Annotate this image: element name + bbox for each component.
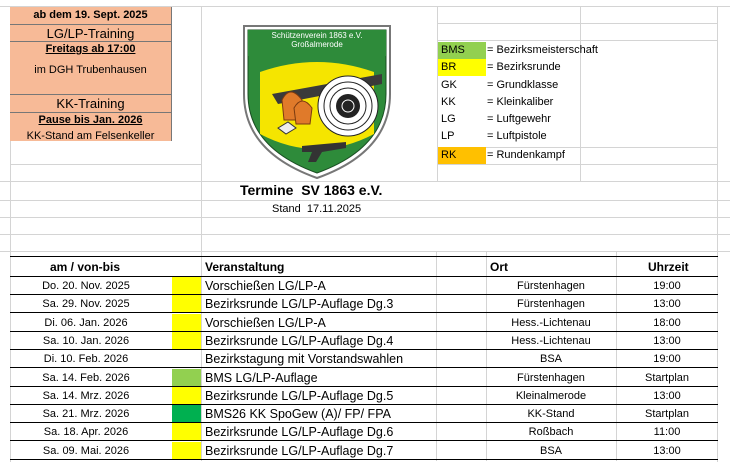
stand-date: Stand 17.11.2025 [272, 203, 362, 215]
legend-code-lp: LP [441, 130, 455, 142]
logo-line2: Großalmerode [291, 40, 343, 49]
legend-desc-gk: = Grundklasse [487, 79, 559, 91]
event-date: Sa. 21. Mrz. 2026 [42, 408, 130, 420]
event-name: Vorschießen LG/LP-A [205, 316, 326, 330]
club-logo [242, 24, 392, 180]
table-row [10, 442, 718, 460]
legend-code-rk: RK [438, 147, 486, 164]
legend-code-lg: LG [441, 113, 456, 125]
event-name: Bezirksrunde LG/LP-Auflage Dg.7 [205, 444, 394, 458]
event-place: Fürstenhagen [517, 298, 585, 310]
event-date: Do. 20. Nov. 2025 [42, 280, 130, 292]
legend-desc-bms: = Bezirksmeisterschaft [487, 44, 598, 56]
event-name: BMS26 KK SpoGew (A)/ FP/ FPA [205, 407, 391, 421]
event-name: Bezirksrunde LG/LP-Auflage Dg.3 [205, 297, 394, 311]
event-place: Hess.-Lichtenau [511, 317, 591, 329]
event-time: 13:00 [653, 298, 681, 310]
event-place: BSA [539, 445, 562, 457]
legend-desc-rk: = Rundenkampf [487, 149, 565, 161]
table-row [10, 314, 718, 332]
lglp-training-title: LG/LP-Training [46, 26, 135, 41]
event-time: 11:00 [653, 426, 681, 438]
category-color-cell [172, 423, 201, 440]
header-date: am / von-bis [50, 260, 121, 274]
table-row [10, 295, 718, 313]
event-place: Hess.-Lichtenau [511, 335, 591, 347]
legend-desc-lp: = Luftpistole [487, 130, 547, 142]
event-date: Sa. 29. Nov. 2025 [42, 298, 130, 310]
header-event: Veranstaltung [205, 260, 285, 274]
event-place: Roßbach [528, 426, 574, 438]
kk-training-title: KK-Training [56, 96, 125, 111]
category-color-cell [172, 332, 201, 349]
category-color-cell [172, 295, 201, 312]
legend-code-br: BR [438, 59, 486, 76]
legend-code-kk: KK [441, 96, 456, 108]
category-color-cell [172, 442, 201, 459]
table-row [10, 405, 718, 423]
event-time: 18:00 [653, 317, 681, 329]
table-row [10, 423, 718, 441]
table-row [10, 387, 718, 405]
event-date: Di. 06. Jan. 2026 [44, 317, 128, 329]
event-place: Fürstenhagen [517, 372, 585, 384]
lglp-training-place: im DGH Trubenhausen [34, 64, 147, 76]
event-name: BMS LG/LP-Auflage [205, 371, 318, 385]
event-time: 13:00 [653, 390, 681, 402]
event-date: Sa. 14. Mrz. 2026 [42, 390, 130, 402]
table-row [10, 350, 718, 368]
legend-desc-kk: = Kleinkaliber [487, 96, 554, 108]
category-color-cell [172, 405, 201, 422]
event-name: Bezirkstagung mit Vorstandswahlen [205, 352, 404, 366]
event-time: 13:00 [653, 445, 681, 457]
kk-training-pause: Pause bis Jan. 2026 [38, 114, 143, 126]
event-name: Bezirksrunde LG/LP-Auflage Dg.6 [205, 425, 394, 439]
event-date: Sa. 10. Jan. 2026 [42, 335, 130, 347]
header-time: Uhrzeit [648, 260, 689, 274]
event-time: Startplan [644, 372, 690, 384]
event-date: Di. 10. Feb. 2026 [43, 353, 129, 365]
event-name: Vorschießen LG/LP-A [205, 279, 326, 293]
event-time: 19:00 [653, 280, 681, 292]
legend-code-gk: GK [441, 79, 457, 91]
table-row [10, 277, 718, 295]
legend-code-bms: BMS [438, 42, 486, 59]
table-row [10, 369, 718, 387]
header-place: Ort [490, 260, 508, 274]
category-color-cell [172, 387, 201, 404]
event-time: 13:00 [653, 335, 681, 347]
legend-desc-lg: = Luftgewehr [487, 113, 551, 125]
kk-training-place: KK-Stand am Felsenkeller [26, 130, 155, 142]
event-date: Sa. 09. Mai. 2026 [42, 445, 130, 457]
category-color-cell [172, 369, 201, 386]
event-time: Startplan [644, 408, 690, 420]
event-date: Sa. 14. Feb. 2026 [42, 372, 130, 384]
category-color-cell [172, 314, 201, 331]
legend-desc-br: = Bezirksrunde [487, 61, 561, 73]
logo-line1: Schützenverein 1863 e.V. [271, 31, 363, 40]
category-color-cell [172, 277, 201, 294]
lglp-training-day: Freitags ab 17:00 [45, 43, 136, 55]
event-place: Fürstenhagen [517, 280, 585, 292]
event-place: BSA [539, 353, 562, 365]
event-time: 19:00 [653, 353, 681, 365]
page-title: Termine SV 1863 e.V. [240, 182, 383, 198]
event-place: Kleinalmerode [515, 390, 587, 402]
table-row [10, 332, 718, 350]
event-place: KK-Stand [527, 408, 575, 420]
season-start: ab dem 19. Sept. 2025 [33, 9, 148, 21]
event-date: Sa. 18. Apr. 2026 [43, 426, 129, 438]
event-name: Bezirksrunde LG/LP-Auflage Dg.5 [205, 389, 394, 403]
event-name: Bezirksrunde LG/LP-Auflage Dg.4 [205, 334, 394, 348]
